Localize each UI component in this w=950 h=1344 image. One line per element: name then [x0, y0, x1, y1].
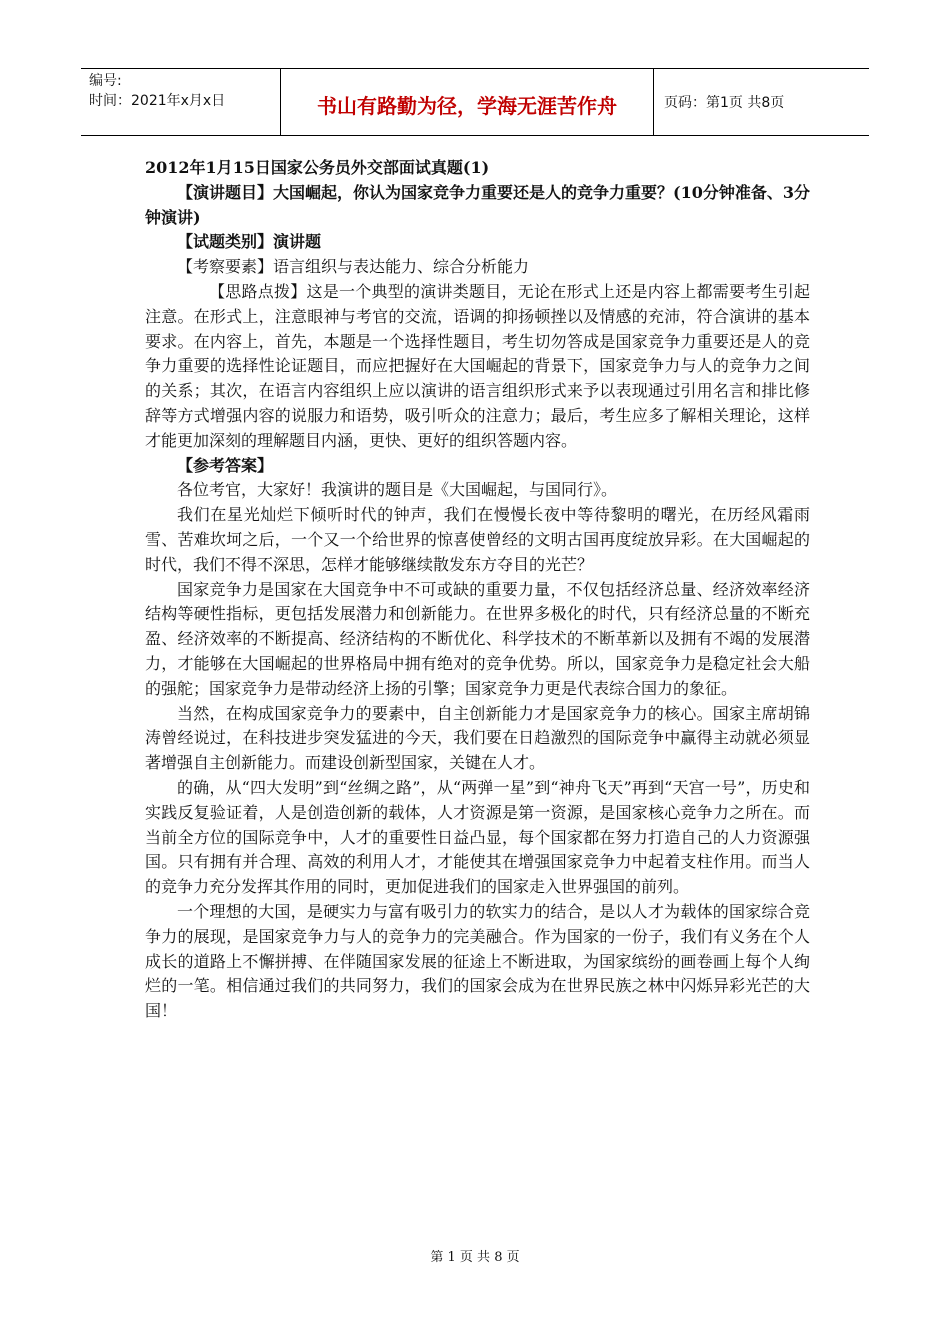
page-footer: 第 1 页 共 8 页	[430, 1250, 520, 1265]
answer-paragraph: 当然，在构成国家竞争力的要素中，自主创新能力才是国家竞争力的核心。国家主席胡锦涛曾经说过，在科技进步突发猛进的今天，我们要在日趋激烈的国际竞争中赢得主动就必须显著增强自主创新能力。而建设创新型国家，关键在人才。	[145, 703, 810, 773]
question-category: 【试题类别】演讲题	[177, 232, 322, 252]
answer-paragraph: 一个理想的大国，是硬实力与富有吸引力的软实力的结合，是以人才为载体的国家综合竞争力的展现，是国家竞争力与人的竞争力的完美融合。作为国家的一份子，我们有义务在个人成长的道路上不懈拼搏、在伴随国家发展的征途上不断进取，为国家缤纷的画卷画上每个人绚烂的一笔。相信通过我们的共同努力，我们的国家会成为在世界民族之林中闪烁异彩光芒的大国！	[145, 901, 810, 1021]
answer-label: 【参考答案】	[177, 455, 274, 475]
answer-paragraph: 我们在星光灿烂下倾听时代的钟声，我们在慢慢长夜中等待黎明的曙光，在历经风霜雨雪、苦难坎坷之后，一个又一个给世界的惊喜使曾经的文明古国再度绽放异彩。在大国崛起的时代，我们不得不深思，怎样才能够继续散发东方夺目的光芒？	[145, 505, 810, 574]
header-motto: 书山有路勤为径，学海无涯苦作舟	[281, 69, 654, 135]
answer-paragraph: 国家竞争力是国家在大国竞争中不可或缺的重要力量，不仅包括经济总量、经济效率经济结构等硬性指标，更包括发展潜力和创新能力。在世界多极化的时代，只有经济总量的不断充盈、经济效率的不断提高、经济结构的不断优化、科学技术的不断革新以及拥有不竭的发展潜力，才能够在大国崛起的世界格局中拥有绝对的竞争优势。所以，国家竞争力是稳定社会大船的强舵；国家竞争力是带动经济上扬的引擎；国家竞争力更是代表综合国力的象征。	[145, 579, 810, 698]
header-left-cell	[81, 69, 281, 135]
time-label: 时间：2021年x月x日	[89, 93, 226, 109]
answer-paragraph: 各位考官，大家好！我演讲的题目是《大国崛起，与国同行》。	[177, 480, 618, 500]
assessment-elements: 【考察要素】语言组织与表达能力、综合分析能力	[177, 257, 530, 277]
solution-hint: 【思路点拨】这是一个典型的演讲类题目，无论在形式上还是内容上都需要考生引起注意。在形式上，注意眼神与考官的交流，语调的抑扬顿挫以及情感的充沛，符合演讲的基本要求。在内容上，首先，本题是一个选择性题目，考生切勿答成是国家竞争力重要还是人的竞争力重要的选择性论证题目，而应把握好在大国崛起的背景下，国家竞争力与人的竞争力之间的关系；其次，在语言内容组织上应以演讲的语言组织形式来予以表现通过引用名言和排比修辞等方式增强内容的说服力和语势，吸引听众的注意力；最后，考生应多了解相关理论，这样才能更加深刻的理解题目内涵，更快、更好的组织答题内容。	[145, 281, 810, 450]
document-body	[145, 156, 810, 1024]
header-page-info: 页码：第1页 共8页	[664, 95, 785, 111]
code-label: 编号:	[89, 73, 122, 89]
answer-paragraph: 的确，从“四大发明”到“丝绸之路”，从“两弹一星”到“神舟飞天”再到“天宫一号”，历史和实践反复验证着，人是创造创新的载体，人才资源是第一资源，是国家核心竞争力之所在。而当前全方位的国际竞争中，人才的重要性日益凸显，每个国家都在努力打造自己的人力资源强国。只有拥有并合理、高效的利用人才，才能使其在增强国家竞争力中起着支柱作用。而当人的竞争力充分发挥其作用的同时，更加促进我们的国家走入世界强国的前列。	[145, 777, 810, 897]
speech-topic: 【演讲题目】大国崛起，你认为国家竞争力重要还是人的竞争力重要？(10分钟准备、3分钟演讲)	[145, 182, 810, 227]
page-header	[81, 68, 869, 136]
document-title: 2012年1月15日国家公务员外交部面试真题(1)	[145, 158, 490, 177]
